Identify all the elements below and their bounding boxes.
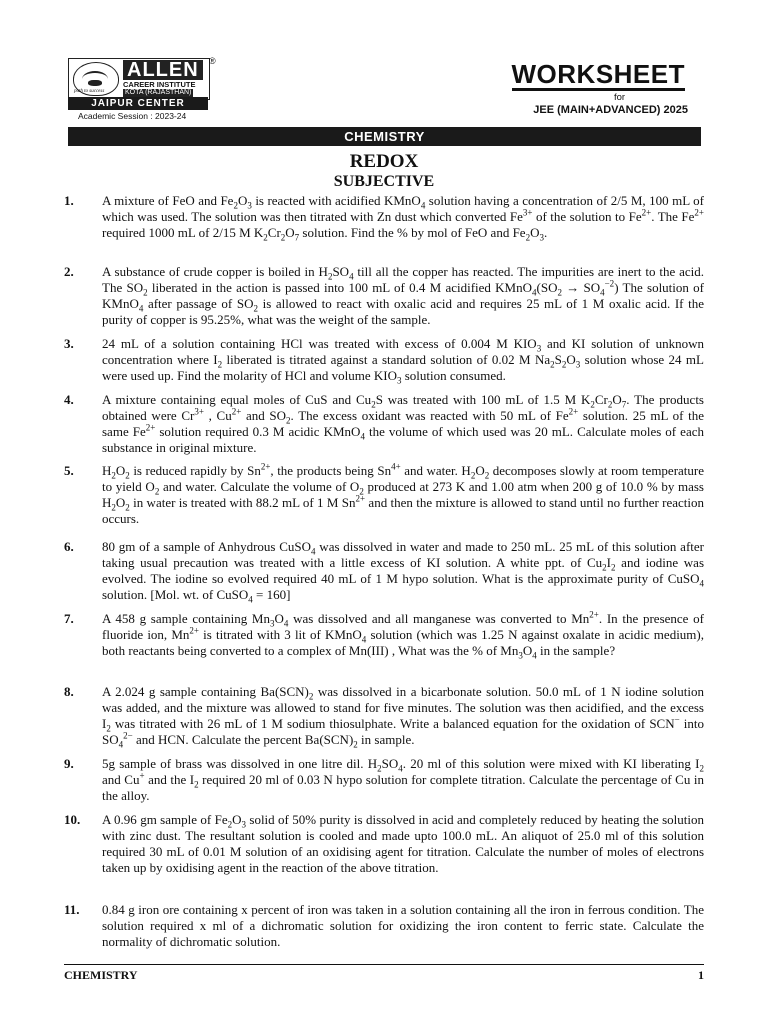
question-number: 7.	[64, 611, 74, 626]
question-number: 2.	[64, 264, 74, 279]
registered-mark: ®	[209, 56, 216, 66]
question-number: 11.	[64, 902, 80, 917]
question-text: A 2.024 g sample containing $Ba(SCN)_2$ was dissolved in a bicarbonate solution. 50.0 mL of 1 N iodine solution was added, and the mixture was allowed to stand for five minutes. The solution was then acidified, and the excess $I_2$ was titrated with 26 mL of 1 M sodium thiosulphate. Write a balanced equation for the oxidation of SCN− into $SO_4^{2-}$ and HCN. Calculate the percent $Ba(SCN)_2$ in sample.	[102, 684, 704, 750]
question-number: 6.	[64, 539, 74, 554]
question-number: 3.	[64, 336, 74, 351]
question-text: 24 mL of a solution containing HCl was treated with excess of 0.004 M $KIO_3$ and KI solution of unknown concentration where $I_2$ liberated is titrated against a standard solution of 0.02 M $Na_2S_2O_3$ solution whose 24 mL were used up. Find the molarity of HCl and volume $KIO_3$ solution consumed.	[102, 336, 704, 386]
logo-wordmark: ALLEN	[123, 60, 203, 80]
subject-banner: CHEMISTRY	[68, 127, 701, 146]
question-number: 10.	[64, 812, 81, 827]
worksheet-for: for	[614, 92, 626, 103]
question-text: 0.84 g iron ore containing x percent of iron was taken in a solution containing all the iron in ferrous condition. The solution required x ml of a dichromatic solution for oxidizing the iron content to ferric state. Calculate the normality of dichromatic solution.	[102, 902, 704, 949]
question-text: A 0.96 gm sample of $Fe_2O_3$ solid of 50% purity is dissolved in acid and completely reduced by heating the solution with zinc dust. The resultant solution is cooled and made upto 100.0 mL. An aliquot of 25.0 ml of this solution required 30 mL of 0.01 M solution of an oxidising agent for titration. Calculate the number of moles of electrons taken up by oxidising agent in the reaction of the above titration.	[102, 812, 705, 875]
question-2	[64, 264, 704, 328]
question-number: 8.	[64, 684, 74, 699]
question-number: 1.	[64, 193, 74, 208]
logo-location: KOTA (RAJASTHAN)	[125, 89, 192, 96]
question-text: $H_2O_2$ is reduced rapidly by $Sn^{2+}$, the products being $Sn^{4+}$ and water. $H_2O_2$ decomposes slowly at room temperature to yield $O_2$ and water. Calculate the volume of $O_2$ produced at 273 K and 1.00 atm when 200 g of 10.0 % by mass $H_2O_2$ in water is treated with 88.2 mL of 1 M $Sn^{2+}$ and then the mixture is allowed to stand until no further reaction occurs.	[102, 461, 705, 526]
question-number: 5.	[64, 463, 74, 478]
question-number: 4.	[64, 392, 74, 407]
question-number: 9.	[64, 756, 74, 771]
question-text: A mixture of FeO and $Fe_2O_3$ is reacted with acidified KMnO$_4$ solution having a concentration of 2/5 M, 100 mL of which was used. The solution was then titrated with Zn dust which converted $Fe^{3+}$ of the solution to $Fe^{2+}$. The $Fe^{2+}$ required 1000 mL of 2/15 M $K_2Cr_2O_7$ solution. Find the % by mol of FeO and $Fe_2O_3$.	[102, 193, 704, 243]
allen-logo	[68, 58, 210, 100]
academic-session: Academic Session : 2023-24	[78, 111, 187, 121]
question-7	[64, 611, 704, 659]
question-5	[64, 463, 704, 527]
question-text: 80 gm of a sample of Anhydrous CuSO$_4$ was dissolved in water and made to 250 mL. 25 mL of this solution after taking usual precaution was treated with a little excess of KI solution. A white ppt. of $Cu_2I_2$ and iodine was evolved. The iodine so evolved required 40 mL of 1 M hypo solution. What is the approximate purity of CuSO$_4$ solution. [Mol. wt. of CuSO$_4$ = 160]	[102, 539, 704, 605]
question-9	[64, 756, 704, 804]
question-text: A mixture containing equal moles of CuS and $Cu_2S$ was treated with 100 mL of 1.5 M $K_2Cr_2O_7$. The products obtained were $Cr^{3+}$ , $Cu^{2+}$ and $SO_2$. The excess oxidant was reacted with 50 mL of $Fe^{2+}$ solution. 25 mL of the same $Fe^{2+}$ solution required 0.3 M acidic KMnO$_4$ the volume of which used was 20 mL. Calculate moles of each substance in original mixture.	[102, 392, 704, 455]
question-text: A 458 g sample containing $Mn_3O_4$ was dissolved and all manganese was converted to $Mn^{2+}$. In the presence of fluoride ion, $Mn^{2+}$ is titrated with 3 lit of KMnO$_4$ solution (which was 1.25 N against oxalate in acidic medium), both reactants being converted to a complex of Mn(III) , What was the % of $Mn_3O_4$ in the sample?	[102, 609, 704, 661]
exam-name: JEE (MAIN+ADVANCED) 2025	[533, 104, 688, 116]
page-number: 1	[698, 968, 704, 982]
footer-divider	[64, 964, 704, 965]
worksheet-title: WORKSHEET	[511, 59, 685, 89]
question-4	[64, 392, 704, 456]
logo-tagline: path to success	[74, 89, 105, 94]
question-10	[64, 812, 704, 876]
question-text: 5g sample of brass was dissolved in one litre dil. $H_2SO_4$. 20 ml of this solution were mixed with KI liberating $I_2$ and Cu+ and the $I_2$ required 20 ml of 0.03 N hypo solution for complete titration. Calculate the percentage of Cu in the alloy.	[102, 756, 704, 803]
question-11	[64, 902, 704, 950]
question-3	[64, 336, 704, 384]
center-name: JAIPUR CENTER	[68, 97, 208, 110]
question-1	[64, 193, 704, 241]
footer-subject: CHEMISTRY	[64, 968, 138, 982]
question-text: A substance of crude copper is boiled in $H_2SO_4$ till all the copper has reacted. The impurities are inert to the acid. The $SO_2$ liberated in the action is passed into 100 mL of 0.4 M acidified $KMnO_4(SO_2 \to SO_4^{-2})$ The solution of KMnO$_4$ after passage of $SO_2$ is allowed to react with oxalic acid and requires 25 mL of 1 M oxalic acid. If the purity of copper is 95.25%, what was the weight of the sample.	[102, 264, 704, 327]
section-title: SUBJECTIVE	[333, 173, 435, 190]
question-8	[64, 684, 704, 748]
chapter-title: REDOX	[349, 151, 419, 172]
logo-subtitle: CAREER INSTITUTE	[123, 80, 196, 89]
question-6	[64, 539, 704, 603]
